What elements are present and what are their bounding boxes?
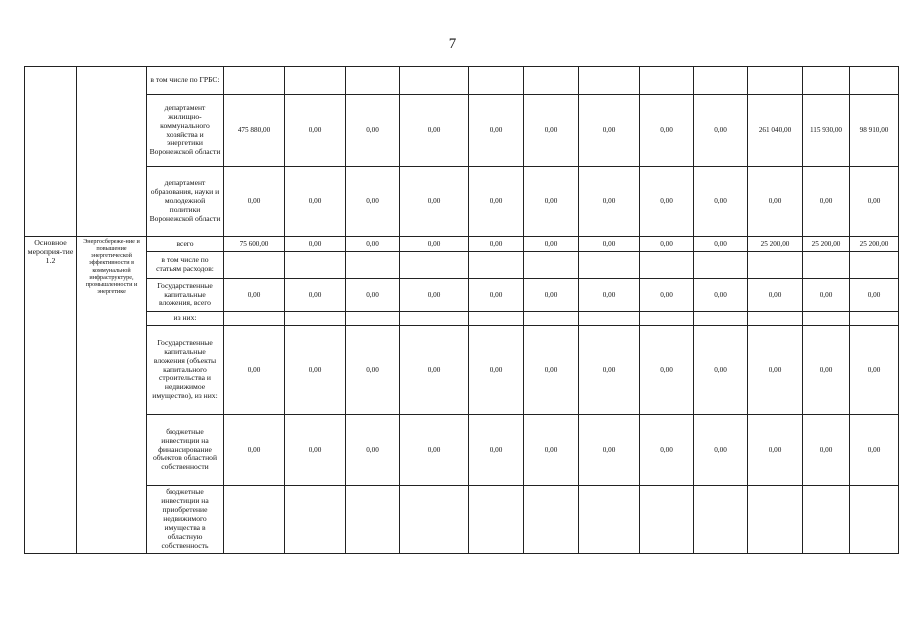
value-cell: 0,00: [579, 279, 640, 312]
value-cell: [579, 312, 640, 326]
value-cell: [524, 67, 579, 95]
value-cell: [640, 486, 694, 554]
page-number: 7: [448, 36, 457, 52]
value-cell: [224, 67, 285, 95]
value-cell: 475 880,00: [224, 95, 285, 167]
value-cell: [850, 312, 899, 326]
value-cell: 115 930,00: [803, 95, 850, 167]
value-cell: 0,00: [346, 95, 400, 167]
table-row: [25, 326, 899, 415]
value-cell: [803, 252, 850, 279]
value-cell: [469, 312, 524, 326]
value-cell: [640, 312, 694, 326]
value-cell: [694, 67, 748, 95]
row-label: всего: [147, 237, 224, 252]
value-cell: [850, 67, 899, 95]
value-cell: 0,00: [346, 237, 400, 252]
value-cell: [285, 486, 346, 554]
value-cell: 0,00: [400, 326, 469, 415]
table-row: [25, 415, 899, 486]
row-label: департамент жилищно-коммунального хозяйства и энергетики Воронежской области: [147, 95, 224, 167]
value-cell: [640, 67, 694, 95]
value-cell: 0,00: [469, 279, 524, 312]
value-cell: 0,00: [579, 326, 640, 415]
value-cell: 0,00: [469, 95, 524, 167]
value-cell: [579, 486, 640, 554]
value-cell: 0,00: [694, 279, 748, 312]
value-cell: 0,00: [748, 326, 803, 415]
value-cell: [285, 312, 346, 326]
value-cell: 0,00: [224, 167, 285, 237]
value-cell: [803, 312, 850, 326]
value-cell: [850, 486, 899, 554]
value-cell: [640, 252, 694, 279]
value-cell: 0,00: [285, 326, 346, 415]
table-row: [25, 167, 899, 237]
value-cell: 0,00: [640, 279, 694, 312]
value-cell: 0,00: [285, 415, 346, 486]
value-cell: 25 200,00: [748, 237, 803, 252]
value-cell: 0,00: [579, 95, 640, 167]
value-cell: [803, 486, 850, 554]
value-cell: [469, 252, 524, 279]
value-cell: 0,00: [579, 167, 640, 237]
value-cell: [748, 312, 803, 326]
value-cell: [224, 252, 285, 279]
table-row: [25, 252, 899, 279]
row-label: департамент образования, науки и молодежной политики Воронежской области: [147, 167, 224, 237]
value-cell: [346, 486, 400, 554]
value-cell: [803, 67, 850, 95]
value-cell: 0,00: [694, 237, 748, 252]
table-row: [25, 312, 899, 326]
value-cell: 0,00: [469, 415, 524, 486]
value-cell: [224, 486, 285, 554]
value-cell: 0,00: [694, 167, 748, 237]
value-cell: [694, 312, 748, 326]
value-cell: 25 200,00: [850, 237, 899, 252]
value-cell: 0,00: [694, 326, 748, 415]
value-cell: [400, 486, 469, 554]
value-cell: 0,00: [850, 279, 899, 312]
value-cell: [400, 252, 469, 279]
row-label: в том числе по статьям расходов:: [147, 252, 224, 279]
value-cell: 0,00: [850, 167, 899, 237]
row-label: Государственные капитальные вложения, всего: [147, 279, 224, 312]
table-row: [25, 95, 899, 167]
value-cell: 0,00: [524, 279, 579, 312]
value-cell: [748, 486, 803, 554]
measure-name-cell-empty: [77, 67, 147, 237]
value-cell: [400, 312, 469, 326]
table-row: [25, 279, 899, 312]
value-cell: [850, 252, 899, 279]
value-cell: 0,00: [803, 415, 850, 486]
value-cell: 0,00: [748, 415, 803, 486]
value-cell: [285, 67, 346, 95]
row-label: бюджетные инвестиции на приобретение недвижимого имущества в областную собственность: [147, 486, 224, 554]
value-cell: 0,00: [346, 167, 400, 237]
table-row: [25, 237, 899, 252]
value-cell: [285, 252, 346, 279]
value-cell: 0,00: [524, 415, 579, 486]
value-cell: [524, 486, 579, 554]
value-cell: 0,00: [640, 167, 694, 237]
row-label: из них:: [147, 312, 224, 326]
value-cell: 0,00: [694, 95, 748, 167]
measure-title: Основное мероприя-тие 1.2: [25, 237, 77, 554]
value-cell: 0,00: [850, 326, 899, 415]
value-cell: [346, 312, 400, 326]
value-cell: 0,00: [640, 415, 694, 486]
value-cell: 0,00: [224, 279, 285, 312]
value-cell: 0,00: [748, 279, 803, 312]
value-cell: [524, 312, 579, 326]
value-cell: 0,00: [400, 279, 469, 312]
table-row: [25, 486, 899, 554]
value-cell: 0,00: [400, 95, 469, 167]
value-cell: 25 200,00: [803, 237, 850, 252]
value-cell: 0,00: [803, 326, 850, 415]
value-cell: 0,00: [346, 415, 400, 486]
value-cell: 0,00: [579, 237, 640, 252]
value-cell: 0,00: [803, 167, 850, 237]
value-cell: 0,00: [469, 326, 524, 415]
value-cell: 0,00: [524, 326, 579, 415]
value-cell: 75 600,00: [224, 237, 285, 252]
value-cell: 0,00: [346, 326, 400, 415]
value-cell: 0,00: [224, 415, 285, 486]
value-cell: [579, 252, 640, 279]
value-cell: 0,00: [803, 279, 850, 312]
value-cell: 261 040,00: [748, 95, 803, 167]
value-cell: 98 910,00: [850, 95, 899, 167]
value-cell: [579, 67, 640, 95]
value-cell: 0,00: [224, 326, 285, 415]
value-cell: 0,00: [640, 237, 694, 252]
value-cell: [748, 67, 803, 95]
value-cell: [346, 67, 400, 95]
value-cell: [469, 67, 524, 95]
value-cell: [346, 252, 400, 279]
value-cell: 0,00: [469, 237, 524, 252]
value-cell: 0,00: [346, 279, 400, 312]
value-cell: 0,00: [694, 415, 748, 486]
value-cell: 0,00: [524, 167, 579, 237]
value-cell: 0,00: [400, 415, 469, 486]
row-label: Государственные капитальные вложения (объекты капитального строительства и недвижимое имущество), из них:: [147, 326, 224, 415]
value-cell: 0,00: [640, 326, 694, 415]
value-cell: 0,00: [285, 237, 346, 252]
measure-name: Энергосбереже-ние и повышение энергетической эффективности в коммунальной инфраструктуре, промышленности и энергетике: [77, 237, 147, 554]
value-cell: 0,00: [400, 237, 469, 252]
value-cell: 0,00: [850, 415, 899, 486]
value-cell: [524, 252, 579, 279]
row-label: бюджетные инвестиции на финансирование объектов областной собственности: [147, 415, 224, 486]
value-cell: 0,00: [469, 167, 524, 237]
value-cell: 0,00: [524, 95, 579, 167]
value-cell: 0,00: [640, 95, 694, 167]
value-cell: 0,00: [400, 167, 469, 237]
value-cell: 0,00: [748, 167, 803, 237]
budget-table: [24, 66, 899, 554]
table-row: [25, 67, 899, 95]
value-cell: 0,00: [524, 237, 579, 252]
measure-cell-empty: [25, 67, 77, 237]
value-cell: 0,00: [579, 415, 640, 486]
value-cell: [400, 67, 469, 95]
value-cell: [748, 252, 803, 279]
value-cell: [694, 252, 748, 279]
value-cell: [224, 312, 285, 326]
value-cell: [469, 486, 524, 554]
value-cell: [694, 486, 748, 554]
value-cell: 0,00: [285, 95, 346, 167]
row-label: в том числе по ГРБС:: [147, 67, 224, 95]
value-cell: 0,00: [285, 167, 346, 237]
table-body: [25, 67, 899, 554]
value-cell: 0,00: [285, 279, 346, 312]
